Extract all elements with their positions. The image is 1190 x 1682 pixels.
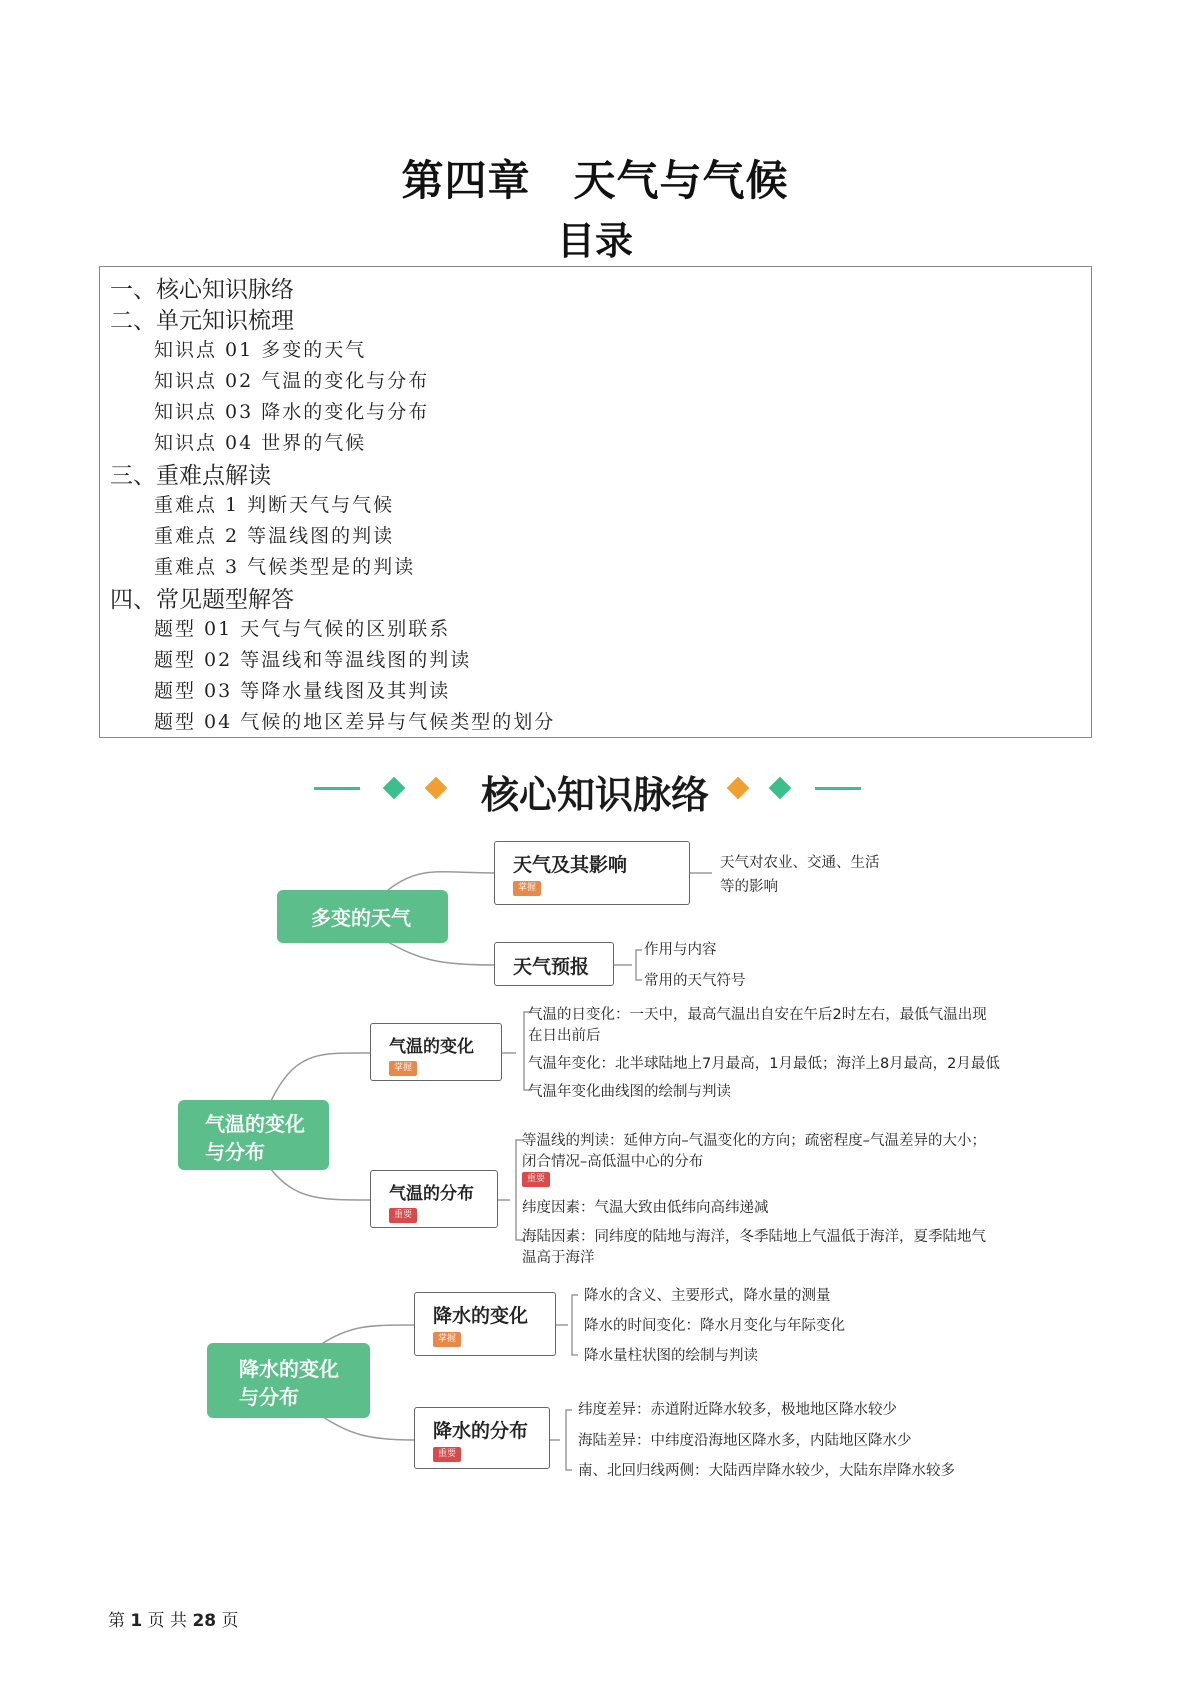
badge-important: 重要 — [389, 1208, 417, 1223]
mindmap-root-label: 降水的变化 — [239, 1357, 339, 1381]
toc-subitem[interactable]: 题型 02 等温线和等温线图的判读 — [154, 649, 472, 671]
mindmap-node-forecast — [494, 942, 614, 986]
mindmap-leaf: 闭合情况–高低温中心的分布 — [522, 1154, 704, 1170]
toc-subitem[interactable]: 知识点 02 气温的变化与分布 — [154, 370, 430, 392]
toc-subitem[interactable]: 重难点 3 气候类型是的判读 — [154, 556, 416, 578]
mindmap-root-temperature — [178, 1100, 329, 1170]
mindmap-leaf: 在日出前后 — [528, 1028, 601, 1044]
node-label: 天气预报 — [513, 956, 590, 978]
node-label: 气温的变化 — [389, 1037, 474, 1057]
mindmap-root-label: 与分布 — [205, 1140, 265, 1164]
badge-important: 重要 — [433, 1447, 461, 1462]
mindmap-leaf: 温高于海洋 — [522, 1250, 595, 1266]
toc-item[interactable]: 一、核心知识脉络 — [110, 277, 294, 303]
toc-subitem[interactable]: 知识点 04 世界的气候 — [154, 432, 367, 454]
mindmap-leaf: 海陆差异：中纬度沿海地区降水多，内陆地区降水少 — [578, 1433, 912, 1449]
mindmap-leaf: 等温线的判读：延伸方向–气温变化的方向；疏密程度–气温差异的大小； — [522, 1133, 986, 1149]
mindmap-root-precipitation — [207, 1343, 370, 1418]
mindmap-node-temp-change — [370, 1023, 502, 1081]
badge-master: 掌握 — [513, 881, 541, 896]
mindmap-leaf: 纬度差异：赤道附近降水较多，极地地区降水较少 — [578, 1402, 897, 1418]
mindmap-root-label: 与分布 — [239, 1385, 299, 1409]
footer-middle: 页 共 — [147, 1611, 188, 1631]
badge-important: 重要 — [522, 1172, 550, 1187]
chapter-title: 第四章 天气与气候 — [401, 156, 789, 205]
mindmap-leaf: 等的影响 — [720, 879, 778, 895]
badge-master: 掌握 — [433, 1332, 461, 1347]
mindmap-leaf: 常用的天气符号 — [644, 973, 746, 989]
mindmap-node-precip-change — [414, 1292, 556, 1356]
mindmap-leaf: 纬度因素：气温大致由低纬向高纬递减 — [522, 1200, 769, 1216]
mindmap-root-label: 多变的天气 — [311, 906, 411, 930]
toc-subitem[interactable]: 知识点 03 降水的变化与分布 — [154, 401, 430, 423]
mindmap-node-temp-distribution — [370, 1170, 498, 1228]
mindmap-node-precip-distribution — [414, 1407, 550, 1469]
footer-page-number: 1 — [130, 1611, 143, 1631]
mindmap-leaf: 气温年变化：北半球陆地上7月最高，1月最低；海洋上8月最高，2月最低 — [528, 1056, 1000, 1072]
badge-master: 掌握 — [389, 1061, 417, 1076]
mindmap-leaf: 作用与内容 — [644, 942, 717, 958]
toc-subitem[interactable]: 题型 03 等降水量线图及其判读 — [154, 680, 451, 702]
node-label: 天气及其影响 — [513, 854, 628, 876]
mindmap-leaf: 降水量柱状图的绘制与判读 — [584, 1348, 758, 1364]
toc-subitem[interactable]: 知识点 01 多变的天气 — [154, 339, 367, 361]
mindmap-leaf: 气温的日变化：一天中，最高气温出自安在午后2时左右，最低气温出现 — [528, 1007, 987, 1023]
footer-total-pages: 28 — [192, 1611, 217, 1631]
footer-prefix: 第 — [108, 1611, 125, 1631]
node-label: 气温的分布 — [389, 1184, 474, 1204]
mindmap-leaf: 南、北回归线两侧：大陆西岸降水较少，大陆东岸降水较多 — [578, 1463, 955, 1479]
mindmap-root-weather — [277, 890, 448, 943]
toc-item[interactable]: 四、常见题型解答 — [110, 587, 294, 613]
toc-item[interactable]: 三、重难点解读 — [110, 463, 271, 489]
toc-subitem[interactable]: 重难点 1 判断天气与气候 — [154, 494, 395, 516]
toc-subitem[interactable]: 题型 01 天气与气候的区别联系 — [154, 618, 451, 640]
footer-suffix: 页 — [221, 1611, 239, 1631]
toc-subitem[interactable]: 题型 04 气候的地区差异与气候类型的划分 — [154, 711, 556, 733]
section-banner — [0, 758, 1190, 818]
mindmap-leaf: 海陆因素：同纬度的陆地与海洋，冬季陆地上气温低于海洋，夏季陆地气 — [522, 1229, 986, 1245]
mindmap-leaf: 降水的含义、主要形式，降水量的测量 — [584, 1288, 831, 1304]
table-of-contents — [99, 266, 1092, 738]
banner-title: 核心知识脉络 — [480, 773, 709, 817]
mindmap-leaf: 天气对农业、交通、生活 — [720, 855, 880, 871]
mindmap-leaf: 降水的时间变化：降水月变化与年际变化 — [584, 1318, 845, 1334]
node-label: 降水的变化 — [433, 1305, 529, 1327]
toc-title: 目录 — [556, 219, 633, 263]
mindmap-node-weather-influence — [494, 841, 690, 905]
mindmap-leaf: 气温年变化曲线图的绘制与判读 — [528, 1084, 731, 1100]
mindmap-root-label: 气温的变化 — [205, 1112, 305, 1136]
node-label: 降水的分布 — [433, 1420, 529, 1442]
page-footer — [108, 1606, 239, 1631]
toc-subitem[interactable]: 重难点 2 等温线图的判读 — [154, 525, 395, 547]
toc-item[interactable]: 二、单元知识梳理 — [110, 308, 294, 334]
banner-line-right — [815, 787, 861, 790]
